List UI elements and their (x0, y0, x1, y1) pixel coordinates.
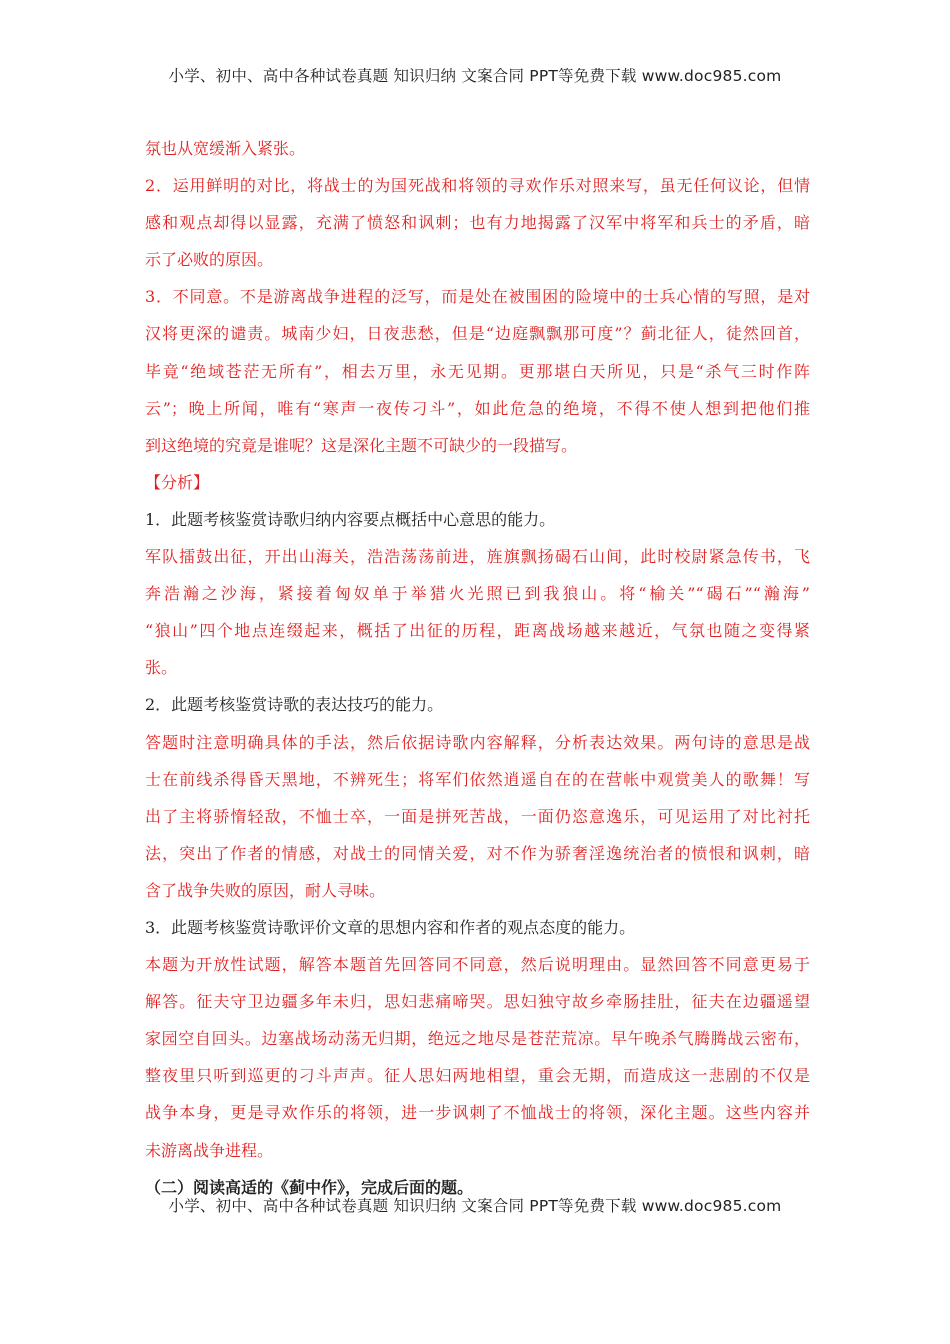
answer-3-line: 到这绝境的究竟是谁呢？这是深化主题不可缺少的一段描写。 (145, 435, 578, 455)
analysis-q2-line: 出了主将骄惰轻敌，不恤士卒，一面是拼死苦战，一面仍恣意逸乐，可见运用了对比衬托 (145, 806, 810, 826)
analysis-q3-line: 家园空自回头。边塞战场动荡无归期，绝远之地尽是苍茫荒凉。早午晚杀气腾腾战云密布， (145, 1029, 810, 1049)
answer-3-line: 云”；晚上所闻，唯有“寒声一夜传刁斗”，如此危急的绝境，不得不使人想到把他们推 (145, 398, 810, 418)
analysis-q2-line: 含了战争失败的原因，耐人寻味。 (145, 880, 386, 900)
answer-2-line: 感和观点却得以显露，充满了愤怒和讽刺；也有力地揭露了汉军中将军和兵士的矛盾，暗 (145, 213, 810, 233)
analysis-q3-line: 未游离战争进程。 (145, 1140, 274, 1160)
document-body (145, 130, 810, 1206)
analysis-q3-heading: 3．此题考核鉴赏诗歌评价文章的思想内容和作者的观点态度的能力。 (145, 917, 636, 937)
analysis-q3-line: 解答。征夫守卫边疆多年未归，思妇悲痛啼哭。思妇独守故乡牵肠挂肚，征夫在边疆遥望 (145, 992, 810, 1012)
analysis-q3-line: 本题为开放性试题，解答本题首先回答同不同意，然后说明理由。显然回答不同意更易于 (145, 955, 810, 975)
answer-1-tail: 氛也从宽缓渐入紧张。 (145, 139, 306, 158)
analysis-q2-line: 士在前线杀得昏天黑地，不辨死生；将军们依然逍遥自在的在营帐中观赏美人的歌舞！写 (145, 769, 810, 789)
analysis-title: 【分析】 (145, 472, 210, 492)
analysis-q1-heading: 1．此题考核鉴赏诗歌归纳内容要点概括中心意思的能力。 (145, 509, 556, 529)
answer-3-line: 毕竟“绝域苍茫无所有”，相去万里，永无见期。更那堪白天所见，只是“杀气三时作阵 (145, 361, 810, 381)
analysis-q2-heading: 2．此题考核鉴赏诗歌的表达技巧的能力。 (145, 695, 444, 715)
section-2-title: （二）阅读高适的《蓟中作》，完成后面的题。 (145, 1177, 474, 1197)
analysis-q1-line: 军队擂鼓出征，开出山海关，浩浩荡荡前进，旌旗飘扬碣石山间，此时校尉紧急传书，飞 (145, 547, 810, 567)
answer-2-line: 2．运用鲜明的对比，将战士的为国死战和将领的寻欢作乐对照来写，虽无任何议论，但情 (145, 176, 810, 196)
page-footer: 小学、初中、高中各种试卷真题 知识归纳 文案合同 PPT等免费下载 www.doc985.com (168, 1197, 782, 1215)
page-header: 小学、初中、高中各种试卷真题 知识归纳 文案合同 PPT等免费下载 www.doc985.com (168, 67, 782, 85)
answer-3-line: 3．不同意。不是游离战争进程的泛写，而是处在被围困的险境中的士兵心情的写照，是对 (145, 287, 810, 307)
analysis-q3-line: 战争本身，更是寻欢作乐的将领，进一步讽刺了不恤战士的将领，深化主题。这些内容并 (145, 1103, 810, 1123)
analysis-q2-line: 答题时注意明确具体的手法，然后依据诗歌内容解释，分析表达效果。两句诗的意思是战 (145, 732, 810, 752)
analysis-q1-line: “狼山”四个地点连缀起来，概括了出征的历程，距离战场越来越近，气氛也随之变得紧 (145, 621, 810, 641)
answer-3-line: 汉将更深的谴责。城南少妇，日夜悲愁，但是“边庭飘飘那可度”？蓟北征人，徒然回首， (145, 324, 810, 344)
answer-2-line: 示了必败的原因。 (145, 250, 274, 270)
analysis-q2-line: 法，突出了作者的情感，对战士的同情关爱，对不作为骄奢淫逸统治者的愤恨和讽刺，暗 (145, 843, 810, 863)
analysis-q1-line: 奔浩瀚之沙海，紧接着匈奴单于举猎火光照已到我狼山。将“榆关”“碣石”“瀚海” (145, 584, 810, 604)
analysis-q1-line: 张。 (145, 658, 178, 678)
analysis-q3-line: 整夜里只听到巡更的刁斗声声。征人思妇两地相望，重会无期，而造成这一悲剧的不仅是 (145, 1066, 810, 1086)
